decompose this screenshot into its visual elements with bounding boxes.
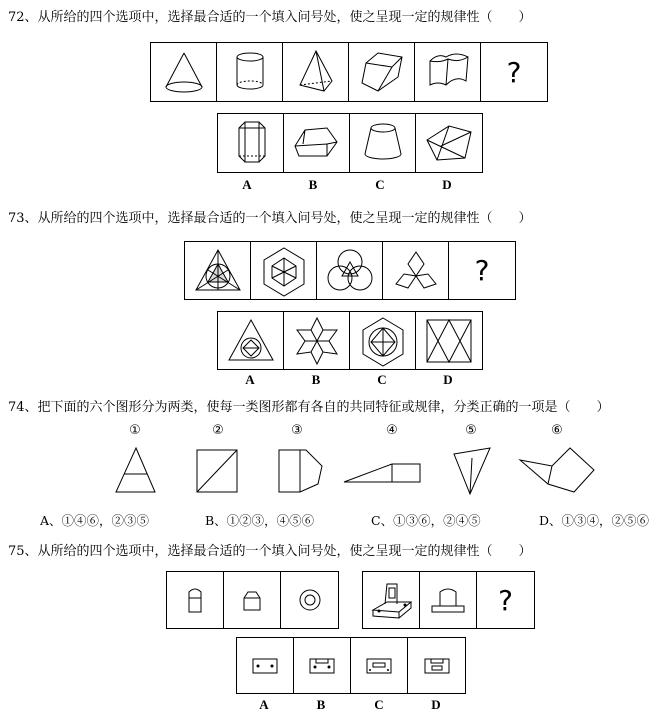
q72-puzzle-strip: [150, 42, 548, 102]
q74-figure-5: [454, 448, 490, 494]
q73-figure-3: [317, 242, 383, 299]
q73-figure-1: [185, 242, 251, 299]
q73-option-c-figure[interactable]: [350, 312, 416, 369]
q74-figure-3: [279, 450, 322, 492]
q74-figure-number-5: ⑤: [465, 423, 477, 438]
q75-puzzle-strip-right: [362, 571, 535, 629]
q73-option-b-figure[interactable]: [284, 312, 350, 369]
q73-puzzle-strip: [184, 241, 516, 300]
q72-cone-figure: [151, 43, 217, 101]
q73-question-mark-cell: [449, 242, 515, 299]
q72-option-c-figure[interactable]: [350, 114, 416, 172]
question-73-text: 73、从所给的四个选项中，选择最合适的一个填入问号处，使之呈现一定的规律性（ ）: [8, 211, 532, 226]
q75-figure-5: [420, 572, 477, 628]
q72-option-a-figure[interactable]: [218, 114, 284, 172]
q74-answer-b[interactable]: B、①②③，④⑤⑥: [205, 513, 315, 528]
q74-figure-number-2: ②: [212, 423, 224, 438]
question-mark: ?: [474, 254, 490, 287]
q75-option-d-label[interactable]: D: [431, 697, 441, 712]
q72-pyramid-figure: [283, 43, 349, 101]
q72-option-d-figure[interactable]: [416, 114, 482, 172]
question-mark: ?: [498, 583, 513, 617]
q72-prism-figure: [349, 43, 415, 101]
q73-option-c-label[interactable]: C: [377, 372, 387, 387]
q72-option-b-figure[interactable]: [284, 114, 350, 172]
q75-option-b-figure[interactable]: [294, 638, 351, 693]
q74-figure-2: [197, 450, 237, 492]
q75-figure-3: [281, 572, 338, 628]
q74-figure-number-3: ③: [291, 423, 303, 438]
q73-option-b-label[interactable]: B: [311, 372, 321, 387]
q74-figure-number-1: ①: [129, 423, 141, 438]
q75-figure-1: [167, 572, 224, 628]
q72-option-a-label[interactable]: A: [242, 177, 252, 192]
q75-option-c-label[interactable]: C: [374, 697, 384, 712]
question-mark: ?: [506, 55, 522, 89]
question-72-text: 72、从所给的四个选项中，选择最合适的一个填入问号处，使之呈现一定的规律性（ ）: [8, 10, 532, 25]
q74-figure-6: [520, 448, 594, 492]
q75-option-a-label[interactable]: A: [259, 697, 269, 712]
q73-option-d-label[interactable]: D: [443, 372, 453, 387]
q75-puzzle-strip-left: [166, 571, 339, 629]
q74-figures: [0, 440, 669, 500]
q74-figure-1: [116, 448, 155, 492]
q75-option-a-figure[interactable]: [237, 638, 294, 693]
q73-options-strip: [217, 311, 483, 370]
q72-question-mark-cell: [481, 43, 547, 101]
q72-cylinder-figure: [217, 43, 283, 101]
q75-question-mark-cell: [477, 572, 534, 628]
question-75-text: 75、从所给的四个选项中，选择最合适的一个填入问号处，使之呈现一定的规律性（ ）: [8, 544, 532, 559]
q74-figure-number-6: ⑥: [551, 423, 563, 438]
q74-answer-c[interactable]: C、①③⑥，②④⑤: [371, 513, 481, 528]
q74-figure-4: [344, 464, 420, 482]
q72-option-c-label[interactable]: C: [375, 177, 385, 192]
q74-answer-a[interactable]: A、①④⑥，②③⑤: [40, 513, 150, 528]
q73-option-a-label[interactable]: A: [245, 372, 255, 387]
q73-option-d-figure[interactable]: [416, 312, 482, 369]
q75-options-strip: [236, 637, 466, 694]
q75-figure-4: [363, 572, 420, 628]
q75-option-c-figure[interactable]: [351, 638, 408, 693]
q74-answer-d[interactable]: D、①③④，②⑤⑥: [539, 513, 650, 528]
q74-figure-number-4: ④: [386, 423, 398, 438]
q75-figure-2: [224, 572, 281, 628]
q73-option-a-figure[interactable]: [218, 312, 284, 369]
question-74-text: 74、把下面的六个图形分为两类，使每一类图形都有各自的共同特征或规律，分类正确的一项是（ ）: [8, 400, 610, 415]
q73-figure-2: [251, 242, 317, 299]
q72-curved-figure: [415, 43, 481, 101]
q72-option-d-label[interactable]: D: [442, 177, 452, 192]
q73-figure-4: [383, 242, 449, 299]
q75-option-d-figure[interactable]: [408, 638, 465, 693]
q75-option-b-label[interactable]: B: [316, 697, 326, 712]
q72-option-b-label[interactable]: B: [308, 177, 318, 192]
q72-options-strip: [217, 113, 483, 173]
